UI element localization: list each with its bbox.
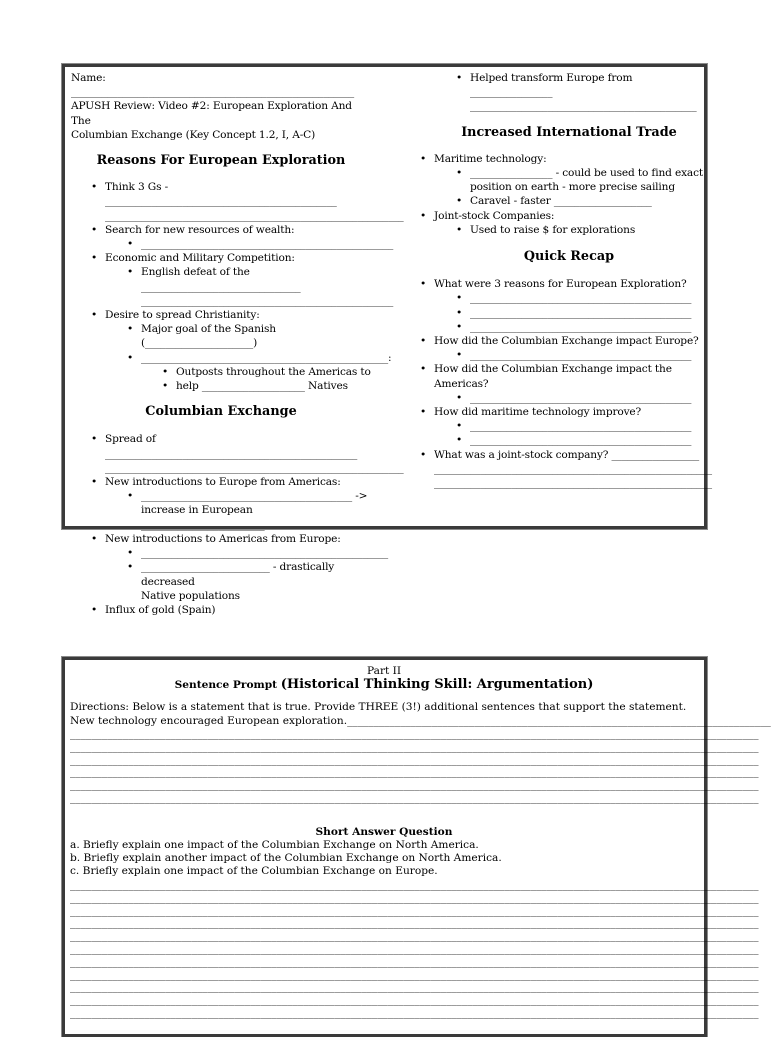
list-item[interactable]: • Major goal of the Spanish (_____________________) [71,322,371,350]
answer-line[interactable]: __________________________________________________________________________________________________________________________________ [70,779,759,792]
review-card [62,64,712,616]
list-item[interactable]: • _________________________ - drastically decreased [71,560,371,588]
worksheet-title-line-2: Columbian Exchange (Key Concept 1.2, I, A-C) [71,128,316,141]
reasons-list [71,180,404,393]
list-item[interactable]: • ___________________________________________ [400,391,703,405]
saq-c: c. Briefly explain one impact of the Columbian Exchange on Europe. [70,865,438,877]
saq-a: a. Briefly explain one impact of the Columbian Exchange on North America. [70,839,479,851]
list-item[interactable]: • Spread of _________________________________________________ [71,432,371,460]
statement-line[interactable]: New technology encouraged European exploration.________________________________________________________________________________ [70,715,771,727]
recap-list [400,277,712,490]
list-item: • How did the Columbian Exchange impact the [400,362,703,376]
list-item[interactable]: • ________________ - could be used to find exact [400,166,703,180]
answer-line[interactable]: __________________________________________________________________________________________________________________________________ [70,766,759,779]
list-item[interactable]: • help ____________________ Natives [71,379,371,393]
sentence-answer-lines[interactable] [70,728,759,805]
answer-line[interactable]: __________________________________________________________________________________________________________________________________ [70,930,759,943]
part-label: Part II [366,665,402,677]
list-item[interactable]: __________________________________________________________ [105,461,404,474]
list-item[interactable]: __________________________________________________________ [105,209,404,222]
list-item: • Desire to spread Christianity: [71,308,371,322]
right-column [434,71,712,490]
list-item: • New introductions to Europe from Americas: [71,475,371,489]
list-item[interactable]: • What was a joint-stock company? _________________ [400,448,703,462]
list-item[interactable]: • Think 3 Gs - _____________________________________________ [71,180,371,208]
list-item[interactable]: increase in European ________________________ [141,504,265,531]
list-item: Americas? [434,377,489,390]
saq-b: b. Briefly explain another impact of the Columbian Exchange on North America. [70,852,502,864]
list-item[interactable]: • _________________________________________________ [71,237,371,251]
saq-heading: Short Answer Question [315,826,453,838]
list-item: • Used to raise $ for explorations [400,223,703,237]
list-item: • Outposts throughout the Americas to [71,365,371,379]
answer-line[interactable]: __________________________________________________________________________________________________________________________________ [70,879,759,891]
list-item[interactable]: • ___________________________________________ [400,348,703,362]
list-item[interactable]: • ___________________________________________ [400,291,703,305]
answer-line[interactable]: __________________________________________________________________________________________________________________________________ [70,728,759,740]
worksheet-title-line-1: APUSH Review: Video #2: European Exploration And The [71,100,352,127]
list-item: • Joint-stock Companies: [400,209,703,223]
saq-answer-lines[interactable] [70,879,759,1020]
answer-line[interactable]: __________________________________________________________________________________________________________________________________ [70,917,759,930]
list-item[interactable]: • _________________________________________ -> [71,489,371,503]
answer-line[interactable]: __________________________________________________________________________________________________________________________________ [70,740,759,753]
part-two-card [62,657,771,1037]
list-item: • Maritime technology: [400,152,703,166]
list-item[interactable]: • English defeat of the _______________________________ [71,265,371,293]
list-item[interactable]: ____________________________________________ [470,100,697,113]
transform-list [400,71,703,114]
heading-columbian-exchange: Columbian Exchange [145,404,297,420]
list-item[interactable]: • ________________________________________________: [71,351,371,365]
list-item[interactable]: ______________________________________________________ [434,462,712,475]
list-item: Native populations [141,589,240,602]
answer-line[interactable]: __________________________________________________________________________________________________________________________________ [70,981,759,994]
heading-international-trade: Increased International Trade [461,124,677,140]
answer-line[interactable]: __________________________________________________________________________________________________________________________________ [70,1006,759,1019]
list-item[interactable]: • ___________________________________________ [400,306,703,320]
list-item: • How did the Columbian Exchange impact Europe? [400,334,703,348]
answer-line[interactable]: __________________________________________________________________________________________________________________________________ [70,968,759,981]
list-item[interactable]: • Caravel - faster ___________________ [400,194,703,208]
answer-line[interactable]: __________________________________________________________________________________________________________________________________ [70,753,759,766]
answer-line[interactable]: __________________________________________________________________________________________________________________________________ [70,955,759,968]
answer-line[interactable]: __________________________________________________________________________________________________________________________________ [70,791,759,804]
columbian-list [71,432,404,617]
list-item: • Influx of gold (Spain) [71,603,371,617]
answer-line[interactable]: __________________________________________________________________________________________________________________________________ [70,942,759,955]
directions-text: Directions: Below is a statement that is true. Provide THREE (3!) additional sentences that support the statement. [70,701,687,713]
list-item: • How did maritime technology improve? [400,405,703,419]
list-item[interactable]: • ________________________________________________ [71,546,371,560]
list-item: • Economic and Military Competition: [71,251,371,265]
list-item[interactable]: ______________________________________________________ [434,477,712,490]
prompt-title-small: Sentence Prompt [174,679,278,691]
list-item: • What were 3 reasons for European Exploration? [400,277,703,291]
list-item[interactable]: • ___________________________________________ [400,320,703,334]
prompt-title [70,679,698,692]
list-item[interactable]: • Helped transform Europe from ________________ [400,71,703,99]
heading-quick-recap: Quick Recap [523,249,615,265]
list-item[interactable]: • ___________________________________________ [400,433,703,447]
answer-line[interactable]: __________________________________________________________________________________________________________________________________ [70,904,759,917]
list-item[interactable]: _________________________________________________ [141,294,394,307]
trade-list [400,152,703,237]
list-item[interactable]: • ___________________________________________ [400,419,703,433]
list-item: • New introductions to Americas from Europe: [71,532,371,546]
answer-line[interactable]: __________________________________________________________________________________________________________________________________ [70,891,759,904]
list-item: position on earth - more precise sailing [470,181,675,194]
list-item: • Search for new resources of wealth: [71,223,371,237]
left-column [71,71,404,617]
heading-reasons: Reasons For European Exploration [96,153,346,169]
prompt-title-large: (Historical Thinking Skill: Argumentation) [280,677,594,692]
name-field-line[interactable]: Name: _______________________________________________________ [71,72,355,99]
answer-line[interactable]: __________________________________________________________________________________________________________________________________ [70,994,759,1007]
